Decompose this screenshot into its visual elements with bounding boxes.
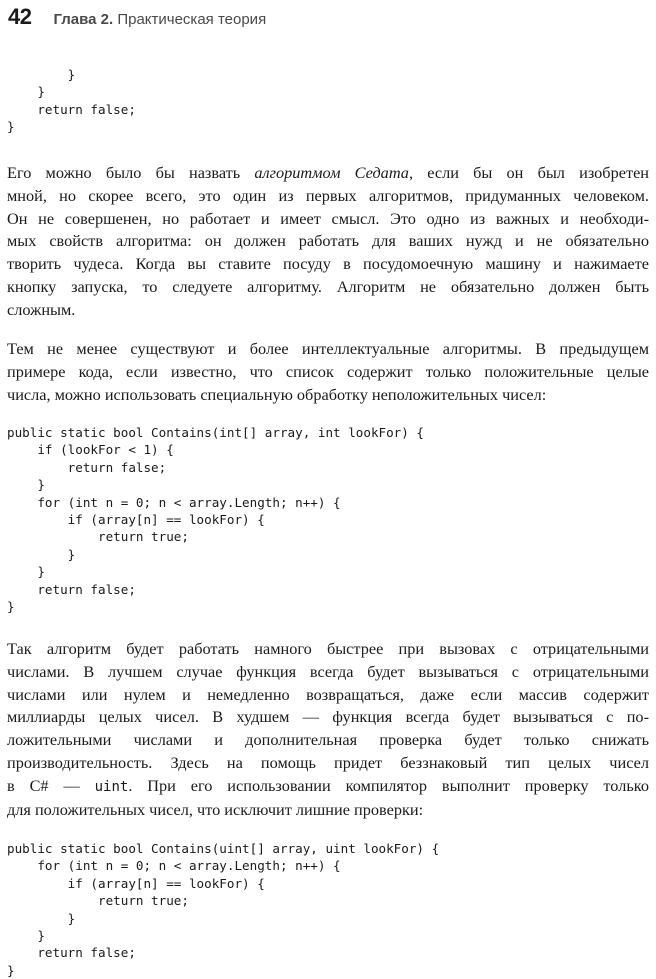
text-run: Так алгоритм будет работать намного быстрее при вызовах с отрицательными <box>7 639 649 658</box>
text-run: примере кода, если известно, что список содержит только положительные целые <box>7 361 649 381</box>
text-run: мых свойств алгоритма: он должен работать для ваших нужд и не обязательно <box>7 231 649 251</box>
text-run: ложительными числами и дополнительная проверка будет только снижать <box>7 730 649 750</box>
section-title: Практическая теория <box>117 11 267 28</box>
text-line <box>7 361 649 384</box>
paragraph-1 <box>7 162 649 322</box>
page-number: 42 <box>8 4 32 29</box>
text-run: в C# — <box>7 775 95 795</box>
text-line <box>7 384 649 407</box>
text-line <box>7 752 649 775</box>
text-line <box>7 208 649 231</box>
running-header <box>8 4 648 32</box>
text-run: , если бы он был изобретен <box>408 163 650 182</box>
chapter-label: Глава 2. <box>53 11 114 28</box>
text-run: числа, можно использовать специальную обработку неположительных чисел: <box>7 384 547 404</box>
emphasis-term: алгоритмом Седата <box>254 163 409 182</box>
text-line <box>7 185 649 208</box>
text-line <box>7 706 649 729</box>
text-run: Его можно было бы назвать <box>7 163 255 182</box>
running-title <box>53 11 266 28</box>
text-run: для положительных чисел, что исключит лишние проверки: <box>7 799 424 819</box>
text-run: творить чудеса. Когда вы ставите посуду в посудомоечную машину и нажимаете <box>7 254 649 274</box>
code-block-contains-uint: public static bool Contains(uint[] array, uint lookFor) { for (int n = 0; n < array.Length; n++) { if (array[n] == lookFor) { return true; } } return false; } <box>7 841 440 978</box>
text-line <box>7 799 649 822</box>
code-block-top: } } return false; } <box>7 67 136 135</box>
text-line <box>7 661 649 684</box>
paragraph-2 <box>7 338 649 406</box>
text-run: Тем не менее существуют и более интеллектуальные алгоритмы. В предыдущем <box>7 339 649 358</box>
text-line <box>7 338 649 361</box>
text-line <box>7 684 649 707</box>
text-run: Он не совершенен, но работает и имеет смысл. Это одно из важных и необходи- <box>7 208 649 228</box>
text-run: числами. В лучшем случае функция всегда будет вызываться с отрицательными <box>7 661 649 681</box>
text-line <box>7 253 649 276</box>
text-line <box>7 299 649 322</box>
text-run: числами или нулем и немедленно возвращаться, даже если массив содержит <box>7 684 649 704</box>
text-run: . При его использовании компилятор выполнит проверку только <box>128 775 649 795</box>
text-run: сложным. <box>7 299 76 319</box>
text-line <box>7 729 649 752</box>
text-line <box>7 230 649 253</box>
text-line <box>7 276 649 299</box>
inline-code: uint <box>94 778 129 795</box>
text-line <box>7 775 649 799</box>
code-block-contains-int: public static bool Contains(int[] array, int lookFor) { if (lookFor < 1) { return false; } for (int n = 0; n < array.Length; n++) { if (array[n] == lookFor) { return true; } } return false; } <box>7 425 425 615</box>
text-run: миллиарды целых чисел. В худшем — функция всегда будет вызываться с по- <box>7 707 649 727</box>
text-line <box>7 638 649 661</box>
text-run: производительность. Здесь на помощь придет беззнаковый тип целых чисел <box>7 752 649 772</box>
text-run: мной, но скорее всего, это один из первых алгоритмов, придуманных человеком. <box>7 185 649 205</box>
text-line <box>7 162 649 185</box>
paragraph-3 <box>7 638 649 821</box>
text-run: кнопку запуска, то следуете алгоритму. Алгоритм не обязательно должен быть <box>7 276 649 296</box>
